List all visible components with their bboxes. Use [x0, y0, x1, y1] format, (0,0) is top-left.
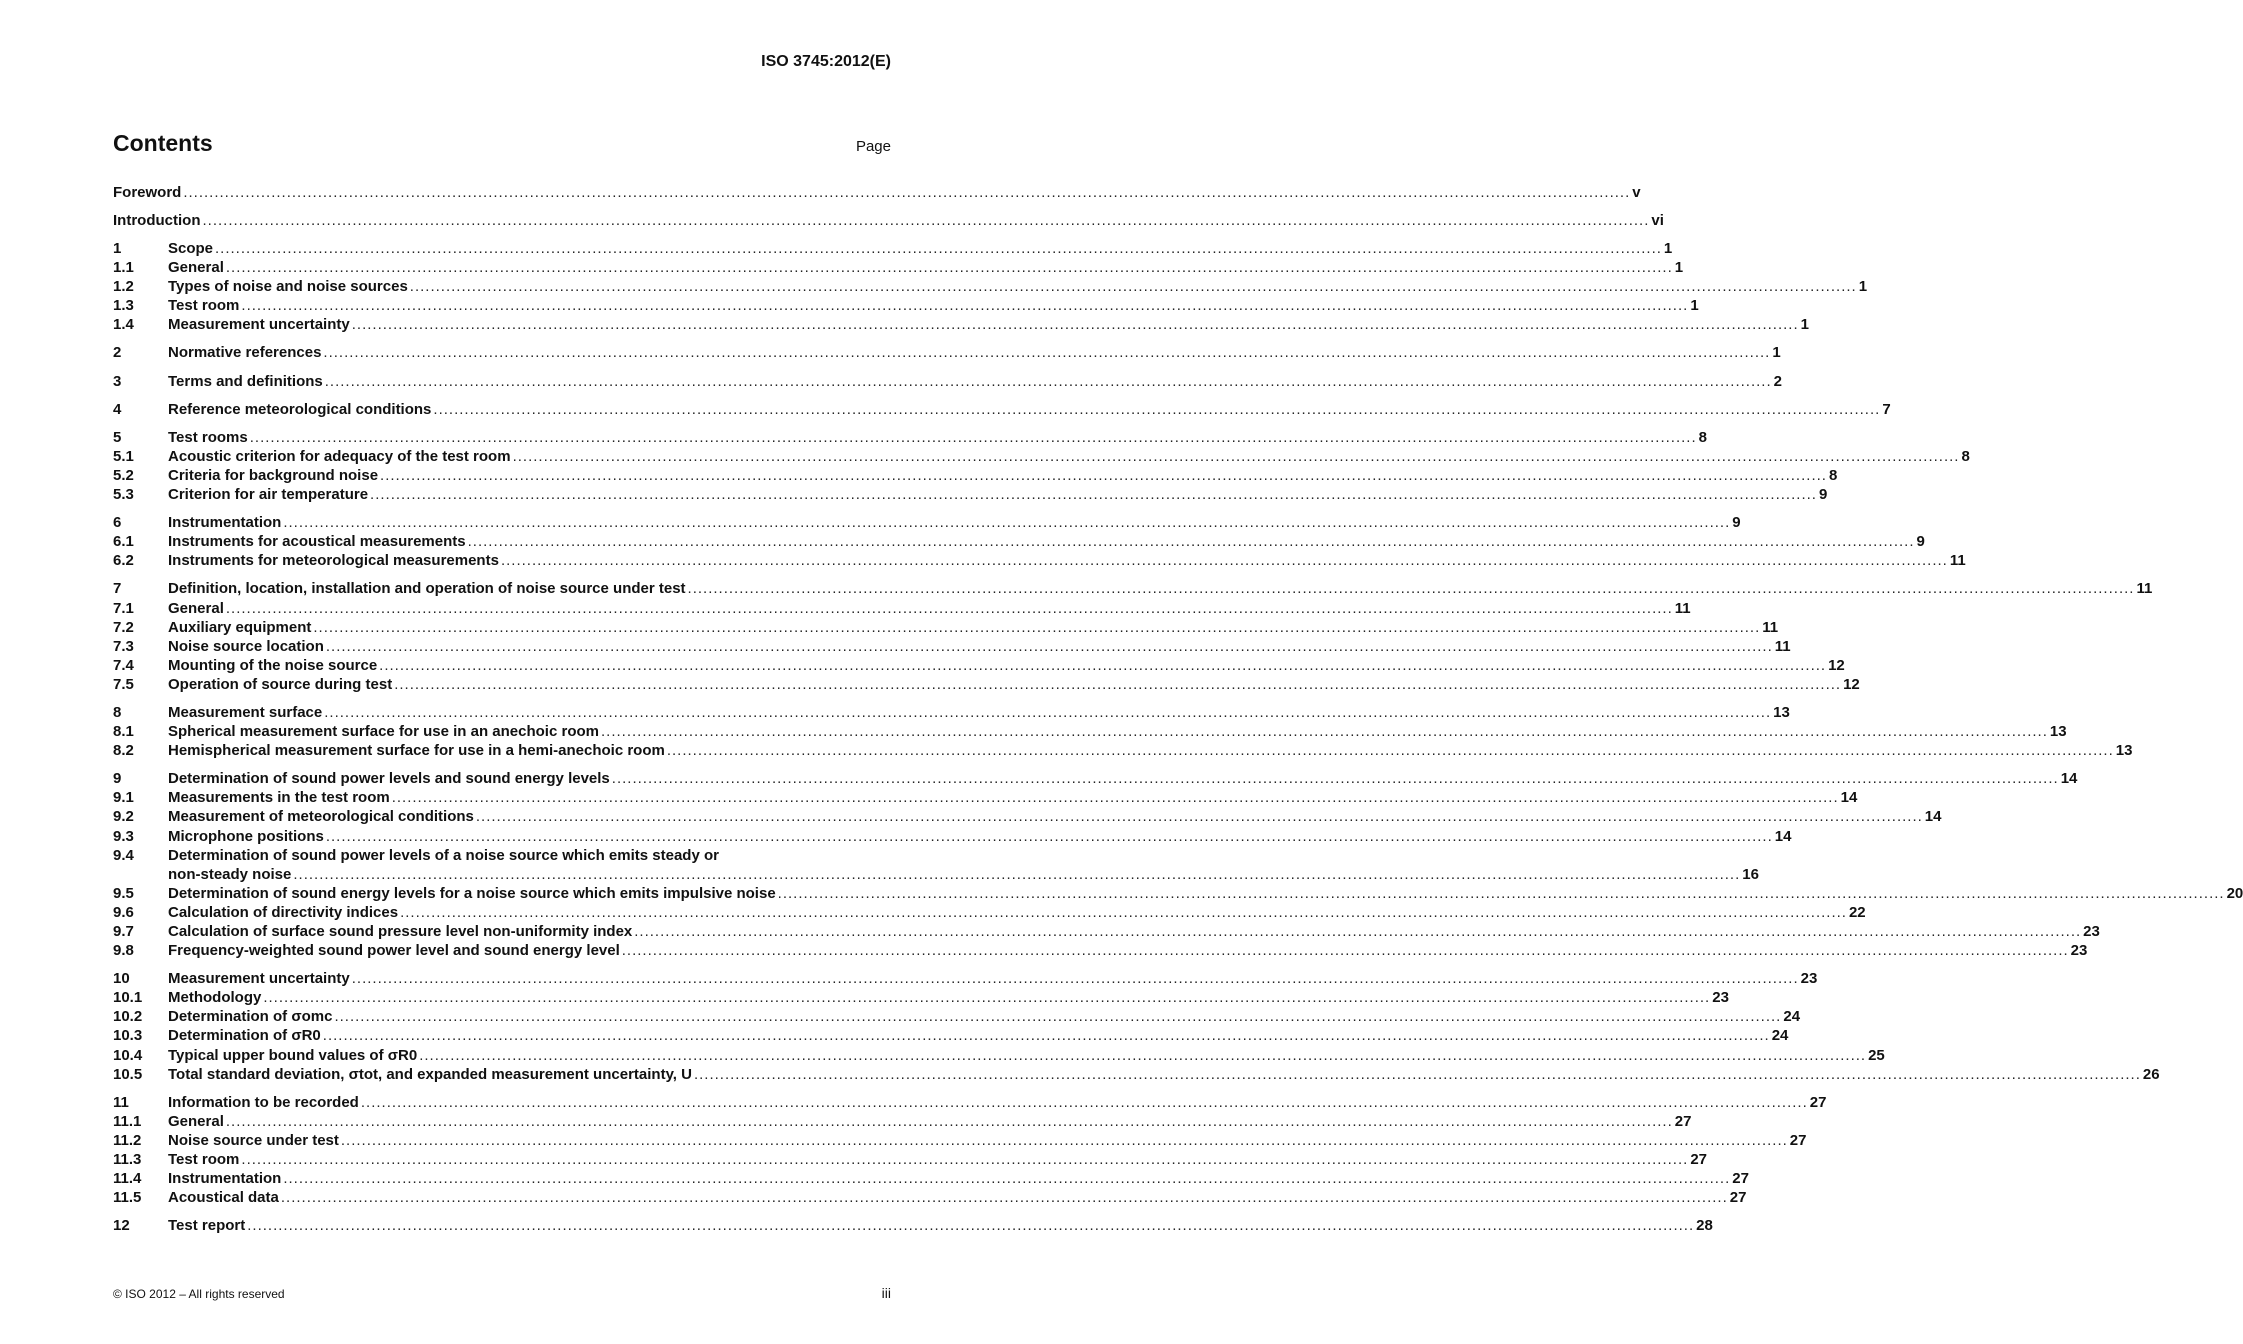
toc-entry[interactable]: [113, 277, 1868, 296]
toc-entry-title: General: [168, 259, 224, 277]
toc-entry-number: 11: [113, 1093, 129, 1111]
toc-entry-page: 12: [1843, 675, 1860, 693]
toc-entry-number: 11.2: [113, 1131, 142, 1149]
toc-entry-page: 1: [1690, 297, 1699, 315]
dot-leader: [183, 183, 1630, 202]
toc-entry-title: Measurement uncertainty: [168, 316, 350, 334]
toc-entry-foreword[interactable]: [113, 183, 1641, 211]
toc-entry-number: 9: [113, 770, 122, 788]
toc-entry-title: Definition, location, installation and operation of noise source under test: [168, 580, 686, 598]
toc-entry-page: 23: [1800, 970, 1818, 988]
toc-entry-title: Test room: [168, 297, 240, 315]
toc-entry-title: Noise source under test: [168, 1131, 339, 1149]
toc-entry[interactable]: [113, 1150, 1707, 1169]
toc-entry-number: 9.3: [113, 827, 134, 845]
toc-entry-page: 23: [2083, 923, 2100, 940]
toc-entry-number: 1.1: [113, 259, 134, 277]
toc-group: [113, 372, 1782, 391]
dot-leader: [501, 551, 1948, 570]
toc-entry[interactable]: [113, 1093, 1827, 1112]
toc-entry-number: 12: [113, 1217, 130, 1235]
toc-entry-title: Scope: [168, 240, 214, 257]
toc-entry-number: 7.5: [113, 675, 134, 693]
toc-entry-number: 6.2: [113, 552, 134, 570]
toc-entry-title: Determination of sound power levels and sound energy levels: [168, 770, 610, 788]
toc-entry-title: Frequency-weighted sound power level and sound energy level: [168, 942, 620, 960]
toc-entry-page: 13: [2115, 742, 2133, 760]
toc-entry-number: 8.1: [113, 723, 134, 741]
toc-group: [113, 239, 1868, 334]
toc-group: [113, 1093, 1827, 1208]
toc-entry-title: Methodology: [168, 989, 262, 1007]
dot-leader: [688, 579, 2135, 598]
toc-entry[interactable]: [113, 447, 1970, 466]
toc-entry-number: 9.2: [113, 808, 134, 826]
toc-entry-title: Determination of sound energy levels for a noise source which emits impulsive noise: [168, 884, 776, 902]
toc-entry-page: 2: [1773, 372, 1782, 390]
dot-leader: [326, 637, 1773, 656]
toc-entry[interactable]: [113, 903, 1866, 922]
toc-group: [113, 1216, 1713, 1235]
toc-entry-number: 7: [113, 580, 122, 598]
toc-group: [113, 343, 1781, 362]
toc-entry[interactable]: [113, 532, 1925, 551]
toc-entry-title: Terms and definitions: [168, 372, 323, 390]
toc-entry-number: 1.2: [113, 278, 134, 296]
toc-entry-title: Operation of source during test: [168, 675, 393, 693]
dot-leader: [400, 903, 1847, 922]
toc-entry-page: 26: [2142, 1065, 2160, 1083]
dot-leader: [202, 211, 1649, 230]
toc-entry[interactable]: [113, 922, 2100, 941]
toc-entry-title: Instrumentation: [168, 1170, 282, 1188]
toc-entry-title: Total standard deviation, σtot, and expanded measurement uncertainty, U: [168, 1065, 692, 1083]
toc-entry-number: 8: [113, 703, 122, 721]
toc-entry[interactable]: [113, 551, 1966, 570]
toc-entry[interactable]: [113, 741, 2133, 760]
toc-entry[interactable]: [113, 703, 1790, 722]
toc-entry-title: Calculation of surface sound pressure level non-uniformity index: [168, 923, 633, 940]
toc-entry-number: 5.3: [113, 486, 134, 504]
toc-entry-title: Normative references: [168, 344, 322, 362]
toc-entry-page: 25: [1868, 1046, 1885, 1064]
toc-entry-title: Information to be recorded: [168, 1093, 359, 1111]
dot-leader: [326, 827, 1773, 846]
toc-group: [113, 513, 1966, 570]
dot-leader: [513, 447, 1960, 466]
dot-leader: [379, 656, 1826, 675]
toc-entry-page: 11: [1762, 618, 1779, 636]
toc-entry-number: 11.3: [113, 1151, 142, 1169]
dot-leader: [394, 675, 1841, 694]
toc-entry-page: 27: [1729, 1189, 1747, 1207]
toc-entry-page: 1: [1858, 278, 1868, 296]
toc-entry[interactable]: [113, 1112, 1692, 1131]
toc-entry-page: 13: [1773, 703, 1790, 721]
toc-entry[interactable]: [113, 1131, 1807, 1150]
toc-entry-title: Determination of σomc: [168, 1008, 333, 1026]
toc-entry[interactable]: [113, 846, 891, 865]
toc-entry-number: 8.2: [113, 742, 134, 760]
dot-leader: [612, 769, 2059, 788]
toc-entry-number: 6: [113, 514, 122, 532]
toc-entry-page: 27: [1674, 1112, 1692, 1130]
dot-leader: [324, 703, 1771, 722]
dot-leader: [778, 884, 2225, 903]
toc-entry-title: Determination of σR0: [168, 1027, 321, 1045]
toc-entry-page: 9: [1732, 514, 1741, 532]
toc-entry-title-continuation: non-steady noise: [168, 865, 292, 883]
toc-entry-page: 13: [2049, 723, 2067, 741]
toc-entry-title: Noise source location: [168, 637, 324, 655]
toc-entry-page: 20: [2226, 884, 2243, 902]
dot-leader: [380, 466, 1827, 485]
toc-entry-page: 16: [1742, 865, 1759, 883]
dot-leader: [392, 788, 1839, 807]
toc-entry-title: Criteria for background noise: [168, 466, 379, 484]
toc-entry-number: 10.2: [113, 1008, 143, 1026]
dot-leader: [226, 258, 1673, 277]
toc-entry-page: 11: [1949, 552, 1966, 570]
toc-entry-title: Acoustical data: [168, 1189, 279, 1207]
dot-leader: [325, 372, 1772, 391]
dot-leader: [419, 1046, 1866, 1065]
toc-group: [113, 428, 1970, 504]
toc-entry-number: 2: [113, 344, 122, 362]
toc-entry[interactable]: [113, 807, 1942, 826]
toc-entry-page: 23: [1712, 989, 1729, 1007]
toc-entry-page: 27: [1789, 1131, 1807, 1149]
toc-entry-page: 1: [1772, 344, 1781, 362]
toc-entry[interactable]: [113, 656, 1845, 675]
dot-leader: [215, 239, 1662, 258]
toc-entry-title: Measurement uncertainty: [168, 970, 350, 988]
dot-leader: [601, 722, 2048, 741]
toc-entry-page: 23: [2070, 942, 2088, 960]
page-column-label: Page: [855, 138, 891, 155]
toc-entry-number: 7.2: [113, 618, 134, 636]
dot-leader: [433, 400, 1880, 419]
toc-entry-number: 7.1: [113, 599, 134, 617]
toc-entry-page: 1: [1800, 316, 1809, 334]
toc-entry[interactable]: [113, 827, 1792, 846]
toc-entry[interactable]: [113, 1169, 1749, 1188]
toc-entry[interactable]: [113, 579, 2153, 598]
toc-entry-title: Test rooms: [168, 428, 248, 446]
dot-leader: [281, 1188, 1728, 1207]
toc-entry-page: 27: [1690, 1151, 1707, 1169]
toc-entry-page: 11: [2136, 580, 2153, 598]
toc-group: [113, 703, 2133, 760]
toc-entry-title: Types of noise and noise sources: [168, 278, 408, 296]
dot-leader: [263, 988, 1710, 1007]
toc-entry-page: 28: [1696, 1217, 1713, 1235]
toc-entry-number: 1: [113, 240, 122, 257]
toc-entry-page: 11: [1674, 599, 1691, 617]
toc-entry-page: 1: [1663, 240, 1673, 257]
dot-leader: [241, 1150, 1688, 1169]
toc-entry-page: 9: [1916, 533, 1925, 551]
contents-heading: Contents: [113, 130, 213, 156]
document-code: ISO 3745:2012(E): [761, 53, 891, 70]
toc-entry-title: Measurement surface: [168, 703, 323, 721]
toc-entry[interactable]: [113, 675, 1860, 694]
toc-entry-page: 8: [1961, 447, 1970, 465]
toc-entry-title: Auxiliary equipment: [168, 618, 312, 636]
dot-leader: [250, 428, 1697, 447]
toc-entry-page: 11: [1774, 637, 1791, 655]
toc-entry[interactable]: [113, 988, 1729, 1007]
dot-leader: [352, 315, 1799, 334]
toc-entry-title: Spherical measurement surface for use in an anechoic room: [168, 723, 599, 741]
toc-entry-number: 1.4: [113, 316, 134, 334]
toc-entry-number: 11.5: [113, 1189, 142, 1207]
toc-entry-title: Test report: [168, 1217, 246, 1235]
toc-entry-number: 3: [113, 372, 122, 390]
toc-entry[interactable]: [113, 400, 1891, 419]
dot-leader: [341, 1131, 1788, 1150]
toc-entry-title: Foreword: [113, 184, 182, 201]
toc-entry-page: 9: [1818, 486, 1828, 504]
toc-sections: [113, 239, 2243, 1235]
toc-entry-page: 12: [1828, 656, 1845, 674]
toc-entry-number: 9.1: [113, 789, 134, 807]
toc-entry-page: 8: [1698, 428, 1707, 446]
toc-entry[interactable]: [113, 466, 1838, 485]
toc-entry-number: 10.4: [113, 1046, 143, 1064]
toc-entry[interactable]: [113, 258, 1684, 277]
toc-entry-number: 5: [113, 428, 122, 446]
dot-leader: [634, 922, 2081, 941]
toc-entry-title: Calculation of directivity indices: [168, 903, 399, 921]
toc-entry-number: 5.1: [113, 447, 134, 465]
dot-leader: [361, 1093, 1808, 1112]
dot-leader: [293, 865, 1740, 884]
dot-leader: [283, 513, 1730, 532]
dot-leader: [468, 532, 1915, 551]
toc-entry[interactable]: [113, 1046, 1885, 1065]
dot-leader: [410, 277, 1857, 296]
toc-entry[interactable]: [113, 372, 1782, 391]
toc-entry[interactable]: [113, 1216, 1713, 1235]
toc-entry-number: 10.1: [113, 989, 143, 1007]
toc-entry-title: Microphone positions: [168, 827, 324, 845]
toc-entry-title: Instrumentation: [168, 514, 282, 532]
dot-leader: [283, 1169, 1730, 1188]
toc-entry[interactable]: [113, 1026, 1789, 1045]
dot-leader: [694, 1065, 2141, 1084]
toc-entry-number: 1.3: [113, 297, 134, 315]
toc-entry[interactable]: [113, 428, 1707, 447]
toc-entry[interactable]: [113, 1007, 1801, 1026]
toc-entry-title: General: [168, 599, 224, 617]
toc-entry-number: 11.4: [113, 1170, 142, 1188]
toc-entry-title: General: [168, 1112, 224, 1130]
toc-entry-title: Introduction: [113, 212, 201, 229]
toc-entry-title: Typical upper bound values of σR0: [168, 1046, 418, 1064]
toc-entry-page: 24: [1771, 1027, 1789, 1045]
toc-entry-number: 10.3: [113, 1027, 143, 1045]
toc-entry[interactable]: [113, 941, 2088, 960]
toc-entry-title: Criterion for air temperature: [168, 486, 369, 504]
toc-entry[interactable]: [113, 769, 2078, 788]
toc-entry-page: 14: [2060, 770, 2078, 788]
toc-entry-page: 8: [1828, 466, 1838, 484]
toc-entry-page: vi: [1651, 212, 1664, 229]
toc-entry-number: 6.1: [113, 533, 134, 551]
toc-entry[interactable]: [113, 884, 2243, 903]
toc-entry-number: 9.7: [113, 923, 134, 940]
toc-entry-number: 9.8: [113, 942, 134, 960]
toc-entry-title: Hemispherical measurement surface for use in a hemi-anechoic room: [168, 742, 665, 760]
toc-entry-title: Determination of sound power levels of a noise source which emits steady or: [168, 846, 719, 864]
dot-leader: [323, 343, 1770, 362]
toc-entry[interactable]: [113, 618, 1779, 637]
dot-leader: [667, 741, 2114, 760]
toc-entry[interactable]: [113, 1188, 1747, 1207]
toc-entry-number: 4: [113, 400, 122, 418]
toc-entry-title: Mounting of the noise source: [168, 656, 378, 674]
toc-entry[interactable]: [113, 485, 1828, 504]
toc-entry-page: 24: [1783, 1008, 1801, 1026]
toc-entry[interactable]: [113, 637, 1791, 656]
toc-entry-number: 9.5: [113, 884, 134, 902]
toc-entry-page: 27: [1732, 1170, 1749, 1188]
toc-entry[interactable]: [113, 239, 1673, 258]
toc-entry-title: Measurements in the test room: [168, 789, 390, 807]
toc-entry-number: 5.2: [113, 466, 134, 484]
toc-entry-page: 14: [1774, 827, 1792, 845]
toc-group: [113, 969, 2160, 1084]
toc-entry-number: 9.4: [113, 846, 134, 864]
toc-entry[interactable]: [113, 1065, 2160, 1084]
toc-entry-number: 7.4: [113, 656, 134, 674]
toc-entry-page: 27: [1809, 1093, 1827, 1111]
toc-entry-number: 10.5: [113, 1065, 143, 1083]
toc-entry[interactable]: [113, 343, 1781, 362]
toc-group: [113, 400, 1891, 419]
toc-entry[interactable]: [113, 599, 1691, 618]
copyright-notice: © ISO 2012 – All rights reserved: [113, 1287, 285, 1301]
toc-entry-page: 14: [1840, 789, 1858, 807]
dot-leader: [247, 1216, 1694, 1235]
toc-entry-page: 1: [1674, 259, 1684, 277]
toc-entry-title: Reference meteorological conditions: [168, 400, 432, 418]
dot-leader: [323, 1026, 1770, 1045]
toc-entry[interactable]: [113, 788, 1858, 807]
toc-entry[interactable]: [113, 513, 1741, 532]
table-of-contents: [113, 183, 2243, 1244]
toc-entry-title: Measurement of meteorological conditions: [168, 808, 474, 826]
toc-entry-page: v: [1632, 184, 1641, 201]
toc-entry[interactable]: [113, 296, 1699, 315]
dot-leader: [370, 485, 1817, 504]
toc-entry-title: Acoustic criterion for adequacy of the test room: [168, 447, 511, 465]
toc-entry[interactable]: [113, 969, 1818, 988]
dot-leader: [226, 1112, 1673, 1131]
dot-leader: [352, 969, 1799, 988]
toc-entry-page: 7: [1882, 400, 1891, 418]
toc-entry-title: Test room: [168, 1151, 240, 1169]
toc-entry-number: 10: [113, 970, 130, 988]
toc-entry[interactable]: [113, 722, 2067, 741]
dot-leader: [226, 599, 1673, 618]
toc-group: [113, 579, 2153, 694]
toc-entry-title: Instruments for meteorological measurements: [168, 552, 499, 570]
toc-entry-introduction[interactable]: [113, 211, 1664, 239]
toc-entry-page: 14: [1924, 808, 1942, 826]
toc-entry-title: Instruments for acoustical measurements: [168, 533, 466, 551]
toc-entry[interactable]: [113, 315, 1809, 334]
dot-leader: [476, 807, 1923, 826]
dot-leader: [334, 1007, 1781, 1026]
toc-entry-number: 7.3: [113, 637, 134, 655]
dot-leader: [622, 941, 2069, 960]
toc-entry-page: 22: [1848, 903, 1866, 921]
toc-entry-number: 9.6: [113, 903, 134, 921]
toc-entry-continuation[interactable]: [113, 865, 1759, 884]
toc-group: [113, 769, 2243, 960]
toc-entry-number: 11.1: [113, 1112, 142, 1130]
dot-leader: [241, 296, 1688, 315]
dot-leader: [313, 618, 1760, 637]
page-number: iii: [881, 1285, 891, 1301]
